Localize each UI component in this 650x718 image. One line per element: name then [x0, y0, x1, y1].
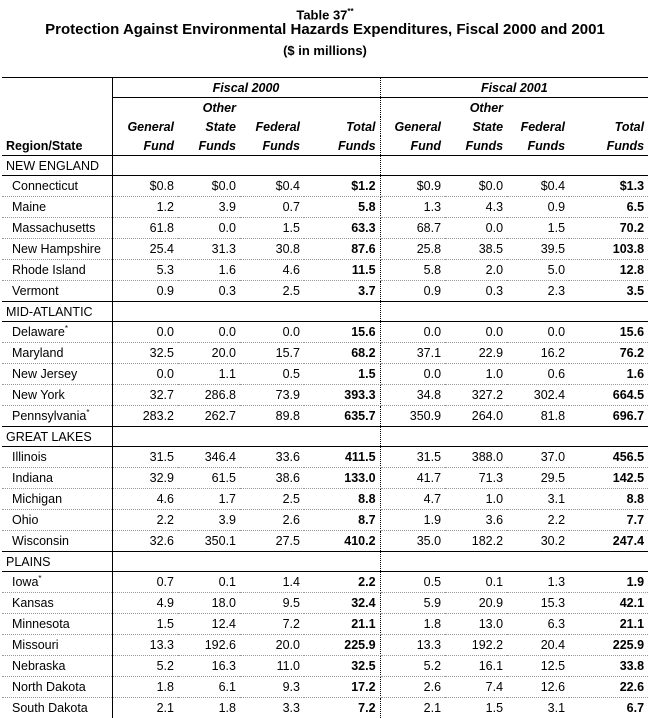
cell-other-2000: 286.8	[178, 385, 240, 406]
cell-other-2000: 1.8	[178, 698, 240, 718]
cell-general-2001: 34.8	[380, 385, 445, 406]
cell-total-2000: 225.9	[304, 635, 380, 656]
cell-general-2000: 32.6	[112, 531, 178, 552]
footnote-mark: *	[86, 408, 89, 417]
col-general-line1: General	[380, 117, 445, 136]
region-label: NEW ENGLAND	[2, 156, 112, 176]
cell-total-2000: 32.5	[304, 656, 380, 677]
cell-total-2000: 410.2	[304, 531, 380, 552]
cell-federal-2000: 73.9	[240, 385, 304, 406]
col-general-line2: Fund	[112, 136, 178, 156]
cell-other-2000: 1.7	[178, 489, 240, 510]
cell-total-2001: 456.5	[569, 447, 648, 468]
cell-federal-2001: 39.5	[507, 239, 569, 260]
cell-general-2001: 31.5	[380, 447, 445, 468]
cell-other-2001: 1.0	[445, 489, 507, 510]
state-name: Maryland	[2, 343, 112, 364]
cell-federal-2000: 0.0	[240, 322, 304, 343]
cell-other-2000: 16.3	[178, 656, 240, 677]
table-row	[2, 510, 648, 531]
cell-federal-2000: 15.7	[240, 343, 304, 364]
cell-total-2001: 696.7	[569, 406, 648, 427]
cell-federal-2001: 1.5	[507, 218, 569, 239]
state-name: New Hampshire	[2, 239, 112, 260]
cell-general-2001: 4.7	[380, 489, 445, 510]
state-name: Vermont	[2, 281, 112, 302]
state-name: Wisconsin	[2, 531, 112, 552]
cell-general-2001: 1.8	[380, 614, 445, 635]
cell-general-2000: 5.3	[112, 260, 178, 281]
cell-total-2000: $1.2	[304, 176, 380, 197]
table-row	[2, 572, 648, 593]
cell-general-2000: 0.9	[112, 281, 178, 302]
cell-general-2000: 1.5	[112, 614, 178, 635]
state-name: Maine	[2, 197, 112, 218]
cell-other-2000: 3.9	[178, 197, 240, 218]
cell-total-2001: 664.5	[569, 385, 648, 406]
cell-other-2001: 16.1	[445, 656, 507, 677]
cell-federal-2000: 38.6	[240, 468, 304, 489]
header-row-3	[2, 136, 648, 156]
cell-general-2001: $0.9	[380, 176, 445, 197]
cell-total-2000: 411.5	[304, 447, 380, 468]
table-units: ($ in millions)	[0, 41, 650, 60]
region-label: MID-ATLANTIC	[2, 302, 112, 322]
cell-other-2001: 2.0	[445, 260, 507, 281]
cell-general-2000: 61.8	[112, 218, 178, 239]
cell-general-2000: 0.7	[112, 572, 178, 593]
cell-other-2001: 327.2	[445, 385, 507, 406]
cell-total-2000: 17.2	[304, 677, 380, 698]
cell-total-2001: $1.3	[569, 176, 648, 197]
state-name: North Dakota	[2, 677, 112, 698]
cell-total-2001: 33.8	[569, 656, 648, 677]
cell-federal-2001: $0.4	[507, 176, 569, 197]
cell-total-2000: 133.0	[304, 468, 380, 489]
table-row	[2, 656, 648, 677]
table-row	[2, 698, 648, 718]
table-row	[2, 343, 648, 364]
state-name: New Jersey	[2, 364, 112, 385]
cell-general-2000: 13.3	[112, 635, 178, 656]
cell-total-2000: 21.1	[304, 614, 380, 635]
cell-federal-2001: 3.1	[507, 698, 569, 718]
cell-total-2000: 393.3	[304, 385, 380, 406]
cell-total-2001: 70.2	[569, 218, 648, 239]
cell-total-2001: 15.6	[569, 322, 648, 343]
cell-other-2001: $0.0	[445, 176, 507, 197]
cell-total-2000: 15.6	[304, 322, 380, 343]
cell-total-2001: 42.1	[569, 593, 648, 614]
state-name: Iowa*	[2, 572, 112, 593]
cell-other-2000: 346.4	[178, 447, 240, 468]
cell-general-2000: 4.6	[112, 489, 178, 510]
state-name: Illinois	[2, 447, 112, 468]
cell-other-2000: 12.4	[178, 614, 240, 635]
footnote-mark: *	[38, 574, 41, 583]
cell-federal-2000: 7.2	[240, 614, 304, 635]
cell-other-2001: 264.0	[445, 406, 507, 427]
region-row	[2, 156, 648, 176]
col-federal-line2: Funds	[507, 136, 569, 156]
cell-federal-2001: 2.3	[507, 281, 569, 302]
cell-federal-2000: 0.5	[240, 364, 304, 385]
table-row	[2, 239, 648, 260]
cell-general-2001: 5.8	[380, 260, 445, 281]
state-name: South Dakota	[2, 698, 112, 718]
header-row-1	[2, 98, 648, 118]
cell-total-2000: 3.7	[304, 281, 380, 302]
cell-total-2000: 2.2	[304, 572, 380, 593]
cell-general-2000: $0.8	[112, 176, 178, 197]
fiscal-2001-header: Fiscal 2001	[380, 78, 648, 98]
col-other-line2: State	[445, 117, 507, 136]
col-general-line2: Fund	[380, 136, 445, 156]
state-name: Delaware*	[2, 322, 112, 343]
state-name: Connecticut	[2, 176, 112, 197]
state-name: Indiana	[2, 468, 112, 489]
col-federal-line2: Funds	[240, 136, 304, 156]
cell-general-2000: 2.2	[112, 510, 178, 531]
cell-total-2001: 22.6	[569, 677, 648, 698]
cell-federal-2001: 1.3	[507, 572, 569, 593]
col-other-line3: Funds	[445, 136, 507, 156]
cell-total-2000: 32.4	[304, 593, 380, 614]
cell-total-2000: 63.3	[304, 218, 380, 239]
cell-general-2000: 1.8	[112, 677, 178, 698]
cell-other-2000: 1.1	[178, 364, 240, 385]
table-row	[2, 531, 648, 552]
header-row-fiscal	[2, 78, 648, 98]
cell-federal-2000: 2.6	[240, 510, 304, 531]
cell-total-2000: 8.8	[304, 489, 380, 510]
cell-federal-2000: 89.8	[240, 406, 304, 427]
table-number: Table 37**	[0, 2, 650, 24]
cell-other-2000: 61.5	[178, 468, 240, 489]
state-name: Kansas	[2, 593, 112, 614]
table-row	[2, 614, 648, 635]
cell-total-2001: 21.1	[569, 614, 648, 635]
cell-total-2001: 1.6	[569, 364, 648, 385]
cell-general-2001: 5.2	[380, 656, 445, 677]
cell-other-2000: 18.0	[178, 593, 240, 614]
cell-federal-2001: 0.0	[507, 322, 569, 343]
cell-total-2001: 1.9	[569, 572, 648, 593]
region-label: GREAT LAKES	[2, 427, 112, 447]
cell-other-2000: 262.7	[178, 406, 240, 427]
table-row	[2, 406, 648, 427]
cell-other-2000: 0.0	[178, 218, 240, 239]
cell-total-2001: 12.8	[569, 260, 648, 281]
col-total-line2: Funds	[569, 136, 648, 156]
col-other-line2: State	[178, 117, 240, 136]
cell-other-2001: 0.1	[445, 572, 507, 593]
cell-federal-2000: 1.4	[240, 572, 304, 593]
cell-general-2000: 283.2	[112, 406, 178, 427]
cell-federal-2000: 11.0	[240, 656, 304, 677]
cell-federal-2001: 30.2	[507, 531, 569, 552]
state-name: Minnesota	[2, 614, 112, 635]
cell-total-2001: 103.8	[569, 239, 648, 260]
cell-other-2000: 192.6	[178, 635, 240, 656]
cell-total-2001: 7.7	[569, 510, 648, 531]
cell-other-2001: 71.3	[445, 468, 507, 489]
cell-federal-2001: 16.2	[507, 343, 569, 364]
region-row	[2, 427, 648, 447]
cell-other-2000: 31.3	[178, 239, 240, 260]
cell-other-2000: 1.6	[178, 260, 240, 281]
cell-federal-2001: 0.6	[507, 364, 569, 385]
col-total-line1: Total	[304, 117, 380, 136]
cell-general-2000: 32.9	[112, 468, 178, 489]
cell-total-2000: 1.5	[304, 364, 380, 385]
table-row	[2, 593, 648, 614]
cell-general-2001: 5.9	[380, 593, 445, 614]
cell-other-2001: 3.6	[445, 510, 507, 531]
cell-federal-2001: 37.0	[507, 447, 569, 468]
table-row	[2, 176, 648, 197]
cell-total-2000: 635.7	[304, 406, 380, 427]
cell-federal-2000: 2.5	[240, 281, 304, 302]
state-name: New York	[2, 385, 112, 406]
cell-other-2001: 192.2	[445, 635, 507, 656]
table-row	[2, 447, 648, 468]
table-row	[2, 635, 648, 656]
cell-federal-2001: 3.1	[507, 489, 569, 510]
table-row	[2, 218, 648, 239]
cell-federal-2001: 0.9	[507, 197, 569, 218]
cell-total-2001: 247.4	[569, 531, 648, 552]
footnote-mark: *	[65, 324, 68, 333]
table-row	[2, 260, 648, 281]
cell-other-2001: 388.0	[445, 447, 507, 468]
cell-other-2001: 4.3	[445, 197, 507, 218]
cell-total-2001: 3.5	[569, 281, 648, 302]
cell-federal-2000: 30.8	[240, 239, 304, 260]
cell-other-2000: 3.9	[178, 510, 240, 531]
cell-general-2000: 31.5	[112, 447, 178, 468]
cell-other-2001: 13.0	[445, 614, 507, 635]
table-row	[2, 322, 648, 343]
cell-general-2001: 1.3	[380, 197, 445, 218]
cell-other-2001: 1.0	[445, 364, 507, 385]
cell-general-2001: 37.1	[380, 343, 445, 364]
table-row	[2, 677, 648, 698]
cell-other-2000: 350.1	[178, 531, 240, 552]
cell-total-2001: 8.8	[569, 489, 648, 510]
cell-other-2001: 0.3	[445, 281, 507, 302]
cell-other-2001: 22.9	[445, 343, 507, 364]
cell-other-2001: 1.5	[445, 698, 507, 718]
state-name: Missouri	[2, 635, 112, 656]
cell-general-2000: 32.5	[112, 343, 178, 364]
cell-federal-2000: 3.3	[240, 698, 304, 718]
cell-general-2000: 1.2	[112, 197, 178, 218]
cell-other-2000: 0.3	[178, 281, 240, 302]
cell-general-2000: 5.2	[112, 656, 178, 677]
cell-general-2001: 41.7	[380, 468, 445, 489]
cell-federal-2000: $0.4	[240, 176, 304, 197]
cell-other-2001: 182.2	[445, 531, 507, 552]
cell-other-2001: 38.5	[445, 239, 507, 260]
cell-federal-2001: 6.3	[507, 614, 569, 635]
region-label: PLAINS	[2, 552, 112, 572]
fiscal-2000-header: Fiscal 2000	[112, 78, 380, 98]
cell-federal-2000: 9.3	[240, 677, 304, 698]
cell-general-2000: 4.9	[112, 593, 178, 614]
cell-federal-2000: 27.5	[240, 531, 304, 552]
col-other-line3: Funds	[178, 136, 240, 156]
cell-other-2001: 20.9	[445, 593, 507, 614]
table-row	[2, 468, 648, 489]
cell-general-2001: 0.0	[380, 364, 445, 385]
cell-other-2000: 0.0	[178, 322, 240, 343]
state-name: Nebraska	[2, 656, 112, 677]
cell-general-2001: 68.7	[380, 218, 445, 239]
cell-federal-2001: 2.2	[507, 510, 569, 531]
col-other-line1: Other	[445, 98, 507, 118]
cell-federal-2000: 1.5	[240, 218, 304, 239]
cell-general-2000: 0.0	[112, 364, 178, 385]
cell-federal-2001: 81.8	[507, 406, 569, 427]
col-federal-line1: Federal	[507, 117, 569, 136]
cell-federal-2000: 4.6	[240, 260, 304, 281]
table-body	[2, 156, 648, 718]
cell-total-2001: 142.5	[569, 468, 648, 489]
table-row	[2, 385, 648, 406]
col-general-line1: General	[112, 117, 178, 136]
cell-general-2001: 13.3	[380, 635, 445, 656]
cell-other-2000: 0.1	[178, 572, 240, 593]
cell-federal-2001: 12.5	[507, 656, 569, 677]
table-row	[2, 281, 648, 302]
cell-total-2000: 87.6	[304, 239, 380, 260]
cell-federal-2000: 0.7	[240, 197, 304, 218]
cell-federal-2001: 15.3	[507, 593, 569, 614]
state-name: Pennsylvania*	[2, 406, 112, 427]
cell-total-2001: 6.7	[569, 698, 648, 718]
cell-general-2001: 25.8	[380, 239, 445, 260]
cell-total-2000: 5.8	[304, 197, 380, 218]
cell-general-2001: 0.9	[380, 281, 445, 302]
cell-other-2000: 20.0	[178, 343, 240, 364]
cell-general-2001: 350.9	[380, 406, 445, 427]
cell-general-2000: 2.1	[112, 698, 178, 718]
cell-federal-2001: 302.4	[507, 385, 569, 406]
cell-other-2001: 0.0	[445, 322, 507, 343]
region-row	[2, 552, 648, 572]
table-row	[2, 489, 648, 510]
cell-general-2001: 2.1	[380, 698, 445, 718]
cell-total-2000: 7.2	[304, 698, 380, 718]
cell-federal-2000: 20.0	[240, 635, 304, 656]
cell-federal-2000: 33.6	[240, 447, 304, 468]
cell-other-2001: 7.4	[445, 677, 507, 698]
table-title: Protection Against Environmental Hazards Expenditures, Fiscal 2000 and 2001	[0, 20, 650, 39]
cell-total-2001: 6.5	[569, 197, 648, 218]
cell-general-2001: 35.0	[380, 531, 445, 552]
col-federal-line1: Federal	[240, 117, 304, 136]
col-other-line1: Other	[178, 98, 240, 118]
cell-other-2000: $0.0	[178, 176, 240, 197]
cell-general-2001: 0.0	[380, 322, 445, 343]
cell-total-2000: 11.5	[304, 260, 380, 281]
region-row	[2, 302, 648, 322]
cell-general-2000: 0.0	[112, 322, 178, 343]
table-row	[2, 364, 648, 385]
header-row-2	[2, 117, 648, 136]
cell-general-2001: 2.6	[380, 677, 445, 698]
cell-federal-2001: 29.5	[507, 468, 569, 489]
col-total-line2: Funds	[304, 136, 380, 156]
cell-other-2001: 0.0	[445, 218, 507, 239]
state-name: Ohio	[2, 510, 112, 531]
cell-general-2001: 1.9	[380, 510, 445, 531]
cell-general-2000: 32.7	[112, 385, 178, 406]
cell-general-2001: 0.5	[380, 572, 445, 593]
cell-general-2000: 25.4	[112, 239, 178, 260]
cell-total-2000: 8.7	[304, 510, 380, 531]
state-name: Michigan	[2, 489, 112, 510]
col-total-line1: Total	[569, 117, 648, 136]
cell-total-2001: 76.2	[569, 343, 648, 364]
table-row	[2, 197, 648, 218]
cell-federal-2001: 20.4	[507, 635, 569, 656]
cell-federal-2000: 9.5	[240, 593, 304, 614]
cell-total-2001: 225.9	[569, 635, 648, 656]
expenditures-table	[2, 77, 648, 718]
state-name: Massachusetts	[2, 218, 112, 239]
cell-total-2000: 68.2	[304, 343, 380, 364]
cell-federal-2001: 12.6	[507, 677, 569, 698]
cell-other-2000: 6.1	[178, 677, 240, 698]
cell-federal-2001: 5.0	[507, 260, 569, 281]
state-name: Rhode Island	[2, 260, 112, 281]
col-region-state: Region/State	[2, 136, 112, 156]
cell-federal-2000: 2.5	[240, 489, 304, 510]
